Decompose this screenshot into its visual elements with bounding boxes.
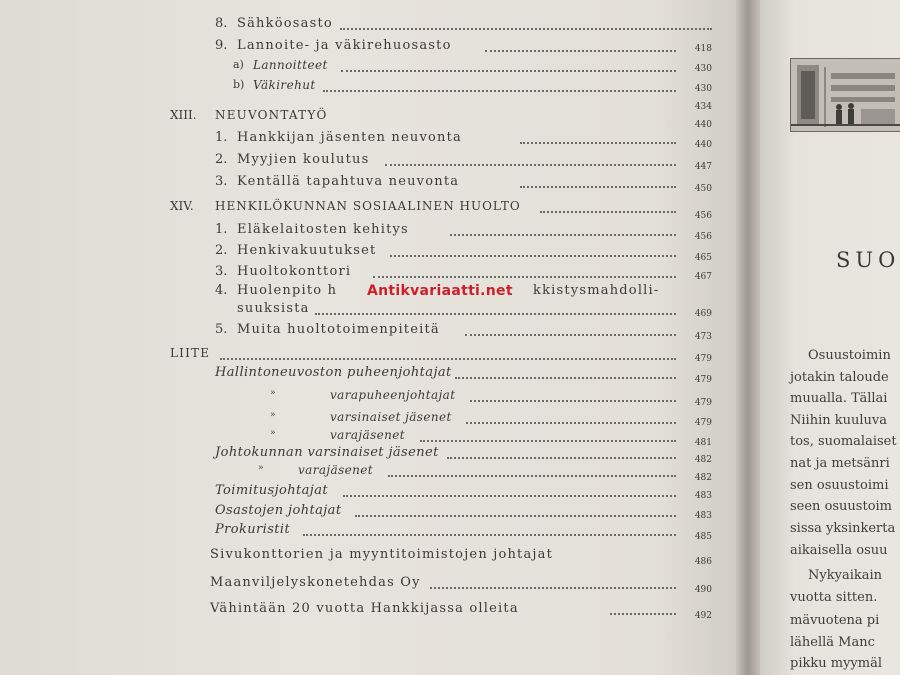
entry-number: 9. [215,38,228,53]
entry-number: 5. [215,322,228,337]
entry-title: varajäsenet [298,463,374,477]
entry-title: varsinaiset jäsenet [330,410,452,424]
dot-leader [610,613,676,615]
page-number: 430 [694,64,712,74]
text-line: aikaisella osuu [790,543,888,558]
toc-entry [210,575,712,595]
toc-entry [215,243,712,263]
page-number: 492 [694,611,712,621]
toc-entry [215,152,712,172]
entry-title: Sähköosasto [237,16,333,31]
dot-leader [466,422,676,424]
dot-leader [303,534,676,536]
entry-title: Osastojen johtajat [215,503,342,518]
entry-title: Sivukonttorien ja myyntitoimistojen johtajat [210,547,554,562]
entry-title: Lannoite- ja väkirehuosasto [237,38,452,53]
toc-entry [215,174,712,194]
page-number: 482 [694,455,712,465]
dot-leader [465,334,676,336]
toc-entry [215,38,712,58]
page-number: 469 [694,309,712,319]
chapter-heading: SUO [836,248,900,272]
toc-entry [258,463,712,483]
text-line: pikku myymäl [790,656,882,671]
text-line: vuotta sitten. [790,590,878,605]
entry-number: 8. [215,16,228,31]
book-gutter [736,0,762,675]
page-number: 473 [694,332,712,342]
text-line: tos, suomalaiset [790,434,897,449]
page-number: 418 [694,44,712,54]
page-number: 465 [694,253,712,263]
toc-entry [215,16,712,36]
entry-title: Hallintoneuvoston puheenjohtajat [215,365,452,380]
text-line: muualla. Tällai [790,391,888,406]
toc-section [170,108,712,128]
dot-leader [390,255,676,257]
page-number: 447 [694,162,712,172]
dot-leader [520,142,676,144]
entry-number: 3. [215,174,228,189]
page-number: 440 [694,120,712,130]
toc-entry [210,547,712,567]
dot-leader [343,495,676,497]
entry-number: a) [233,58,244,71]
entry-number: 3. [215,264,228,279]
ditto-mark: » [270,388,276,398]
section-number: XIV. [170,199,194,213]
page-number: 482 [694,473,712,483]
toc-entry [215,445,712,465]
entry-title: Hankkijan jäsenten neuvonta [237,130,462,145]
entry-title: Väkirehut [253,78,316,92]
dot-leader [323,90,676,92]
page-number: 479 [694,398,712,408]
entry-title: Myyjien koulutus [237,152,370,167]
text-line: nat ja metsänri [790,456,890,471]
entry-number: b) [233,78,245,91]
text-line: Osuustoimin [808,348,891,363]
entry-title: varajäsenet [330,428,406,442]
toc-entry [215,222,712,242]
section-title: HENKILÖKUNNAN SOSIAALINEN HUOLTO [215,199,521,213]
dot-leader [220,358,676,360]
toc-entry [215,522,712,542]
entry-title: Huoltokonttori [237,264,352,279]
entry-title: Toimitusjohtajat [215,483,329,498]
entry-title: Johtokunnan varsinaiset jäsenet [215,445,439,460]
entry-number: 1. [215,130,228,145]
entry-title-line1: Huolenpito h [237,283,338,298]
watermark: Antikvariaatti.net [367,283,513,299]
text-line: Nykyaikain [808,568,883,583]
toc-entry [215,322,712,342]
ditto-mark: » [270,410,276,420]
toc-entry [215,264,712,284]
toc-entry [210,601,712,621]
text-line: jotakin taloude [790,370,889,385]
entry-title-line2: suuksista [237,301,310,316]
text-line: sen osuustoimi [790,478,889,493]
entry-number: 2. [215,152,228,167]
dot-leader [455,377,676,379]
entry-title: varapuheenjohtajat [330,388,456,402]
text-line: mävuotena pi [790,613,880,628]
entry-title: Henkivakuutukset [237,243,377,258]
page-number: 483 [694,491,712,501]
page-number: 486 [694,557,712,567]
entry-title: Maanviljelyskonetehdas Oy [210,575,421,590]
text-line: Niihin kuuluva [790,413,887,428]
toc-entry [270,388,712,408]
text-line: sissa yksinkerta [790,521,896,536]
section-title: NEUVONTATYÖ [215,108,328,122]
dot-leader [540,211,676,213]
page-number: 479 [694,354,712,364]
dot-leader [388,475,676,477]
page-number: 440 [694,140,712,150]
dot-leader [341,70,676,72]
dot-leader [485,50,676,52]
dot-leader [520,186,676,188]
entry-number: 1. [215,222,228,237]
toc-entry [233,58,712,78]
section-title: LIITE [170,346,211,360]
text-line: lähellä Manc [790,635,875,650]
entry-title: Muita huoltotoimenpiteitä [237,322,440,337]
entry-number: 4. [215,283,228,298]
entry-title-line1-end: kkistysmahdolli- [533,283,660,298]
page-number: 430 [694,84,712,94]
dot-leader [420,440,676,442]
toc-entry [233,78,712,98]
toc-entry [270,410,712,430]
dot-leader [315,313,676,315]
entry-title: Prokuristit [215,522,291,537]
page-number: 490 [694,585,712,595]
page-number: 479 [694,418,712,428]
ditto-mark: » [258,463,264,473]
toc-entry [215,130,712,150]
dot-leader [355,515,676,517]
page-number: 479 [694,375,712,385]
dot-leader [447,457,676,459]
entry-number: 2. [215,243,228,258]
page-number: 434 [694,102,712,112]
dot-leader [385,164,676,166]
dot-leader [470,400,676,402]
page-number: 485 [694,532,712,542]
page-number: 456 [694,232,712,242]
page-number: 481 [694,438,712,448]
toc-section [170,199,712,219]
dot-leader [340,28,712,30]
dot-leader [450,234,676,236]
entry-title: Vähintään 20 vuotta Hankkijassa olleita [210,601,519,616]
engraving-image [790,58,900,132]
toc-entry [215,503,712,523]
entry-title: Lannoitteet [253,58,328,72]
text-line: seen osuustoim [790,499,893,514]
toc-section [170,346,712,366]
dot-leader [373,276,676,278]
toc-entry [215,483,712,503]
page-number: 456 [694,211,712,221]
ditto-mark: » [270,428,276,438]
dot-leader [430,587,676,589]
page-number: 467 [694,272,712,282]
entry-title: Kentällä tapahtuva neuvonta [237,174,460,189]
toc-entry [215,365,712,385]
section-number: XIII. [170,108,197,122]
page-number: 483 [694,511,712,521]
entry-title: Eläkelaitosten kehitys [237,222,409,237]
page-number: 450 [694,184,712,194]
